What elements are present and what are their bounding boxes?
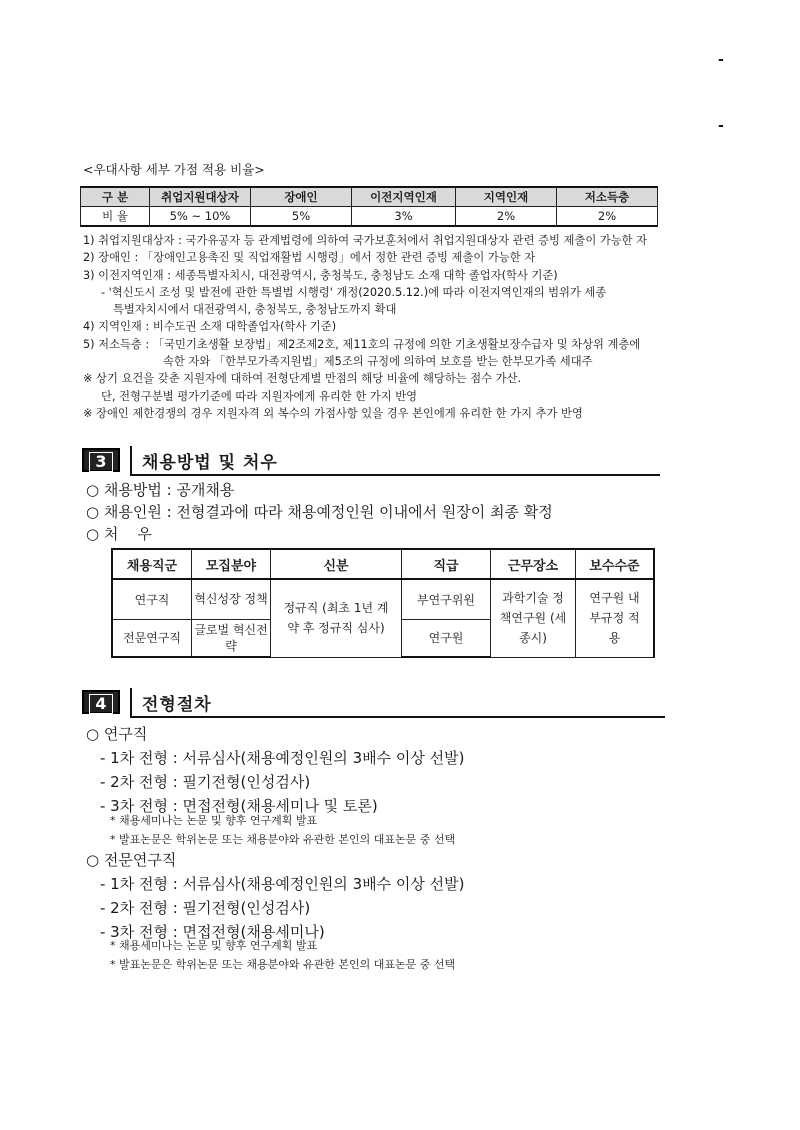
section-title: 채용방법 및 처우 [142, 453, 278, 473]
comp-cell: 혁신성장 정책 [192, 579, 271, 619]
preference-header: 이전지역인재 [352, 187, 456, 207]
group-research: ○ 연구직 [86, 725, 148, 743]
divider [130, 716, 665, 718]
comp-header: 채용직군 [112, 549, 192, 579]
compensation-label: ○ 처 우 [86, 525, 152, 543]
step: - 3차 전형 : 면접전형(채용세미나) [100, 923, 325, 941]
divider [130, 688, 132, 716]
comp-cell: 연구원 내부규정 적용 [576, 579, 655, 657]
comp-cell: 정규직 (최초 1년 계약 후 정규직 심사) [271, 579, 402, 657]
section-3-header [82, 446, 662, 476]
preference-header: 구 분 [81, 187, 150, 207]
step: - 1차 전형 : 서류심사(채용예정인원의 3배수 이상 선발) [100, 749, 465, 767]
preference-cell: 3% [352, 207, 456, 227]
preference-table [80, 186, 658, 227]
note-line: 5) 저소득층 : 「국민기초생활 보장법」제2조제2호, 제11호의 규정에 의한 기초생활보장수급자 및 차상위 계층에 [83, 337, 641, 351]
step: - 2차 전형 : 필기전형(인성검사) [100, 899, 311, 917]
preference-cell: 비 율 [81, 207, 150, 227]
margin-mark: - [718, 52, 724, 68]
step: - 1차 전형 : 서류심사(채용예정인원의 3배수 이상 선발) [100, 875, 465, 893]
preference-cell: 2% [456, 207, 557, 227]
preference-notes [83, 232, 673, 422]
note-line: ※ 상기 요건을 갖춘 지원자에 대하여 전형단계별 만점의 해당 비율에 해당하는 점수 가산. [83, 372, 522, 386]
comp-header: 신분 [271, 549, 402, 579]
step-note: * 발표논문은 학위논문 또는 채용분야와 유관한 본인의 대표논문 중 선택 [110, 958, 456, 971]
note-line: 1) 취업지원대상자 : 국가유공자 등 관계법령에 의하여 국가보훈처에서 취업지원대상자 관련 증빙 제출이 가능한 자 [83, 234, 648, 247]
step: - 2차 전형 : 필기전형(인성검사) [100, 773, 311, 791]
note-line: - '혁신도시 조성 및 발전에 관한 특별법 시행령' 개정(2020.5.12.)에 따라 이전지역인재의 범위가 세종 [101, 285, 607, 299]
section-4-header [82, 688, 682, 718]
comp-cell: 글로벌 혁신전략 [192, 619, 271, 657]
preference-header: 저소득층 [557, 187, 658, 207]
comp-header: 모집분야 [192, 549, 271, 579]
preference-header: 취업지원대상자 [150, 187, 251, 207]
preference-table-title: <우대사항 세부 가점 적용 비율> [83, 162, 265, 177]
comp-cell: 과학기술 정책연구원 (세종시) [491, 579, 576, 657]
preference-header: 장애인 [251, 187, 352, 207]
section-number: 3 [82, 448, 120, 472]
group-specialist: ○ 전문연구직 [86, 851, 177, 869]
note-line: 4) 지역인재 : 비수도권 소재 대학졸업자(학사 기준) [83, 320, 337, 334]
compensation-table [111, 548, 655, 658]
recruit-headcount: ○ 채용인원 : 전형결과에 따라 채용예정인원 이내에서 원장이 최종 확정 [86, 503, 553, 521]
step-note: * 발표논문은 학위논문 또는 채용분야와 유관한 본인의 대표논문 중 선택 [110, 833, 456, 846]
preference-cell: 2% [557, 207, 658, 227]
margin-mark: - [718, 118, 724, 134]
comp-header: 근무장소 [491, 549, 576, 579]
note-line: 2) 장애인 : 「장애인고용촉진 및 직업재활법 시행령」에서 정한 관련 증빙 제출이 가능한 자 [83, 251, 536, 265]
comp-header: 보수수준 [576, 549, 655, 579]
step-note: * 채용세미나는 논문 및 향후 연구계획 발표 [110, 939, 318, 952]
step: - 3차 전형 : 면접전형(채용세미나 및 토론) [100, 797, 378, 815]
comp-header: 직급 [402, 549, 491, 579]
divider [130, 474, 660, 476]
note-line: 속한 자와 「한부모가족지원법」제5조의 규정에 의하여 보호를 받는 한부모가족 세대주 [163, 355, 593, 369]
comp-cell: 연구직 [112, 579, 192, 619]
comp-cell: 연구원 [402, 619, 491, 657]
section-number: 4 [82, 690, 120, 714]
note-line: ※ 장애인 제한경쟁의 경우 지원자격 외 복수의 가점사항 있을 경우 본인에게 유리한 한 가지 추가 반영 [83, 406, 583, 420]
comp-cell: 부연구위원 [402, 579, 491, 619]
preference-cell: 5% ~ 10% [150, 207, 251, 227]
preference-cell: 5% [251, 207, 352, 227]
section-title: 전형절차 [142, 695, 212, 715]
note-line: 단, 전형구분별 평가기준에 따라 지원자에게 유리한 한 가지 반영 [101, 389, 418, 403]
recruit-method: ○ 채용방법 : 공개채용 [86, 481, 235, 499]
step-note: * 채용세미나는 논문 및 향후 연구계획 발표 [110, 814, 318, 827]
comp-cell: 전문연구직 [112, 619, 192, 657]
note-line: 3) 이전지역인재 : 세종특별자치시, 대전광역시, 충청북도, 충청남도 소재 대학 졸업자(학사 기준) [83, 268, 558, 282]
note-line: 특별자치시에서 대전광역시, 충청북도, 충청남도까지 확대 [113, 303, 397, 317]
preference-header: 지역인재 [456, 187, 557, 207]
divider [130, 446, 132, 474]
